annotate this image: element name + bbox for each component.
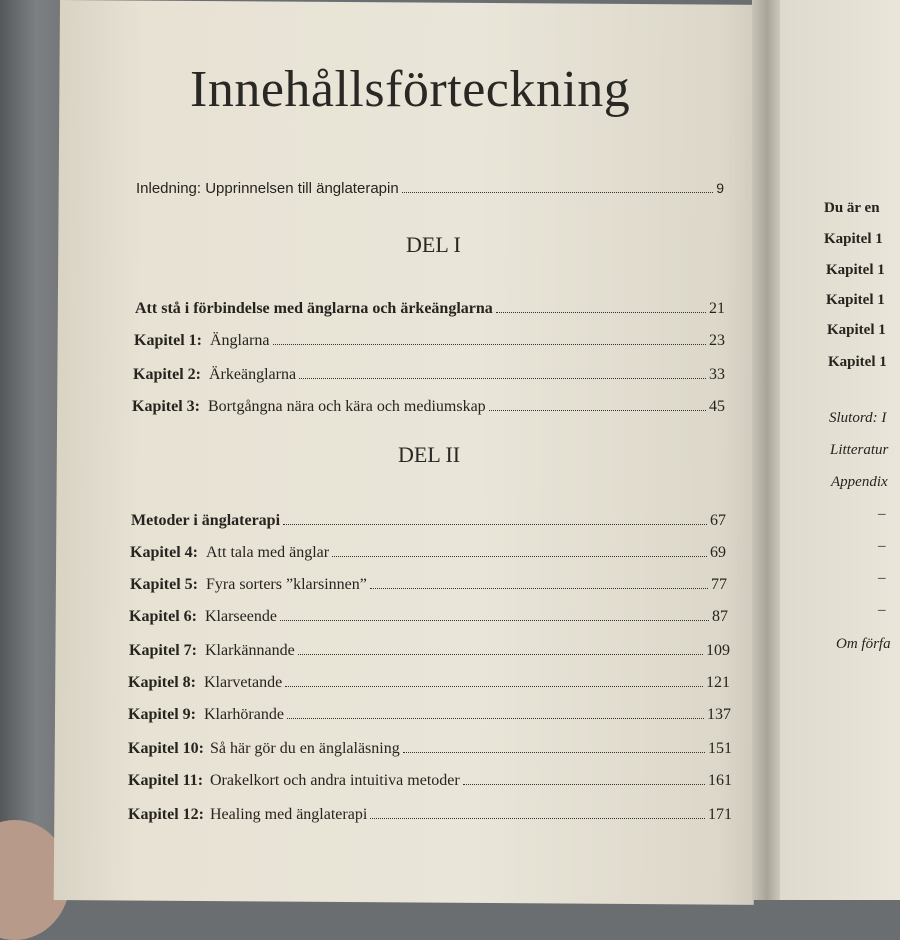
leader-dots — [332, 556, 707, 557]
leader-dots — [280, 620, 709, 621]
chapter-page: 151 — [708, 740, 732, 757]
right-page-line: – — [878, 506, 886, 522]
leader-dots — [370, 588, 708, 589]
right-page-line: Kapitel 1 — [824, 231, 883, 247]
chapter-page: 33 — [709, 366, 725, 383]
leader-dots — [496, 312, 706, 313]
right-page-line: Appendix — [831, 474, 888, 490]
leader-dots — [298, 654, 703, 655]
toc-chapter-row — [128, 674, 730, 692]
chapter-number: Kapitel 9: — [128, 706, 196, 723]
chapter-number: Kapitel 3: — [132, 398, 200, 415]
chapter-number: Kapitel 1: — [134, 332, 202, 349]
chapter-page: 137 — [707, 706, 731, 723]
toc-intro-row — [136, 180, 724, 197]
toc-section-label: Metoder i änglaterapi — [131, 512, 281, 529]
chapter-number: Kapitel 6: — [129, 608, 197, 625]
toc-intro-page: 9 — [716, 180, 724, 196]
toc-chapter-row — [129, 642, 730, 660]
chapter-title: Änglarna — [210, 332, 270, 349]
toc-section-label: Att stå i förbindelse med änglarna och ärkeänglarna — [135, 300, 493, 317]
chapter-title: Så här gör du en änglaläsning — [210, 740, 400, 757]
toc-chapter-row — [130, 544, 726, 562]
leader-dots — [273, 344, 706, 345]
toc-chapter-row — [128, 806, 732, 824]
leader-dots — [370, 818, 705, 819]
right-page-line: Du är en — [824, 200, 880, 216]
chapter-page: 109 — [706, 642, 730, 659]
chapter-title: Ärkeänglarna — [209, 366, 297, 383]
toc-chapter-row — [128, 706, 731, 724]
right-page-line: Om förfa — [836, 636, 891, 652]
chapter-number: Kapitel 8: — [128, 674, 196, 691]
page-title: Innehållsförteckning — [190, 61, 631, 118]
right-page-line: Slutord: I — [829, 410, 887, 426]
chapter-number: Kapitel 12: — [128, 806, 204, 823]
chapter-page: 87 — [712, 608, 728, 625]
chapter-number: Kapitel 10: — [128, 740, 204, 757]
chapter-page: 23 — [709, 332, 725, 349]
leader-dots — [489, 410, 706, 411]
right-page-line: – — [878, 602, 886, 618]
chapter-title: Bortgångna nära och kära och mediumskap — [208, 398, 486, 415]
chapter-title: Klarhörande — [204, 706, 284, 723]
leader-dots — [403, 752, 705, 753]
chapter-number: Kapitel 2: — [133, 366, 201, 383]
toc-section-row — [135, 300, 725, 318]
toc-chapter-row — [128, 740, 732, 758]
chapter-title: Att tala med änglar — [206, 544, 330, 561]
chapter-page: 121 — [706, 674, 730, 691]
leader-dots — [299, 378, 706, 379]
chapter-number: Kapitel 7: — [129, 642, 197, 659]
leader-dots — [285, 686, 703, 687]
chapter-title: Healing med änglaterapi — [210, 806, 368, 823]
toc-section-page: 21 — [709, 300, 725, 317]
toc-chapter-row — [133, 366, 725, 384]
right-page-line: Kapitel 1 — [826, 292, 885, 308]
chapter-page: 45 — [709, 398, 725, 415]
right-page-line: Kapitel 1 — [826, 262, 885, 278]
chapter-title: Klarvetande — [204, 674, 283, 691]
toc-section-row — [131, 512, 726, 530]
chapter-number: Kapitel 5: — [130, 576, 198, 593]
toc-chapter-row — [130, 576, 727, 594]
chapter-title: Fyra sorters ”klarsinnen” — [206, 576, 367, 593]
right-page-line: Litteratur — [830, 442, 889, 458]
leader-dots — [283, 524, 707, 525]
toc-chapter-row — [129, 608, 728, 626]
right-page-line: – — [878, 538, 886, 554]
toc-chapter-row — [132, 398, 725, 416]
chapter-page: 171 — [708, 806, 732, 823]
toc-chapter-row — [134, 332, 725, 350]
toc-section-page: 67 — [710, 512, 726, 529]
part2-heading: DEL II — [398, 442, 461, 467]
chapter-page: 161 — [708, 772, 732, 789]
chapter-title: Orakelkort och andra intuitiva metoder — [210, 772, 460, 789]
chapter-number: Kapitel 11: — [128, 772, 204, 789]
leader-dots — [287, 718, 704, 719]
right-page-line: Kapitel 1 — [828, 354, 887, 370]
leader-dots — [402, 192, 714, 193]
chapter-title: Klarseende — [205, 608, 277, 625]
toc-chapter-row — [128, 772, 732, 790]
chapter-title: Klarkännande — [205, 642, 295, 659]
chapter-number: Kapitel 4: — [130, 544, 198, 561]
book-gutter — [752, 0, 782, 900]
chapter-page: 69 — [710, 544, 726, 561]
leader-dots — [463, 784, 705, 785]
part1-heading: DEL I — [406, 232, 461, 257]
right-page-line: – — [878, 570, 886, 586]
toc-intro-label: Inledning: Upprinnelsen till änglaterapin — [136, 180, 399, 197]
chapter-page: 77 — [711, 576, 727, 593]
right-page-line: Kapitel 1 — [827, 322, 886, 338]
